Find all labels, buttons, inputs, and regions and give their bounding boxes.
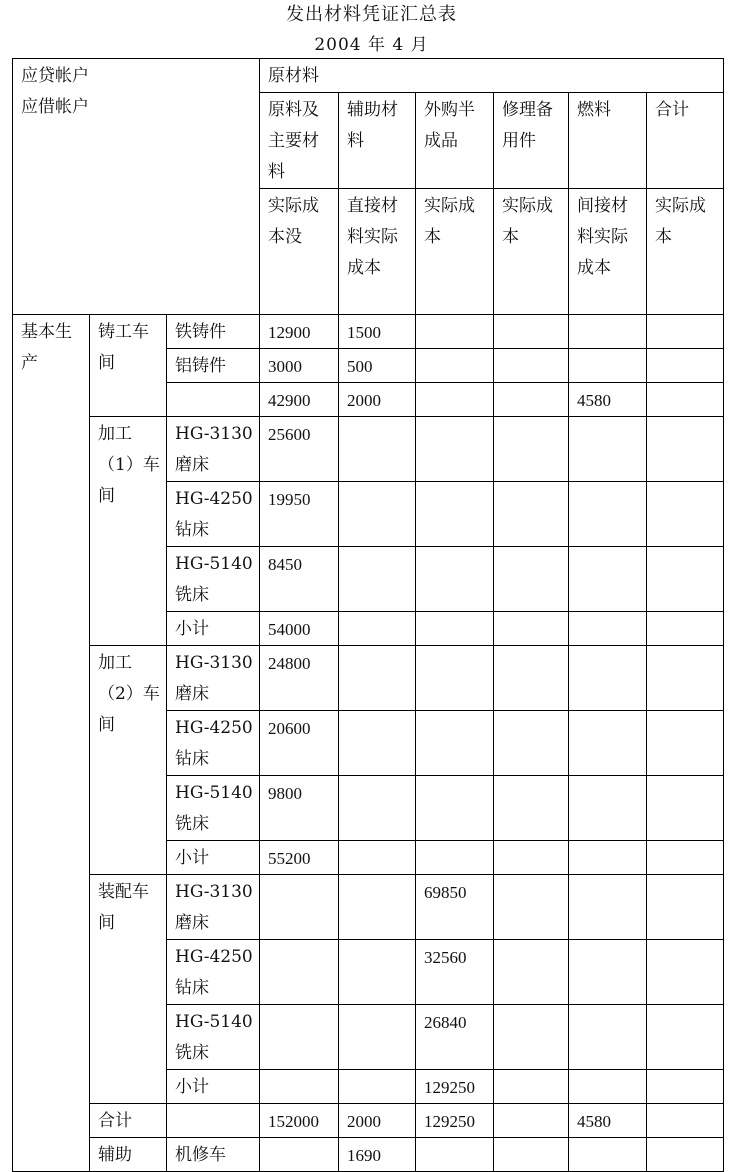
workshop-machining-1: 加工（1）车间: [90, 417, 167, 646]
group-auxiliary: 辅助: [90, 1138, 167, 1172]
col-semi-header: 外购半成品: [416, 93, 494, 189]
col-repair-header: 修理备用件: [494, 93, 569, 189]
semi-cost-cell: [416, 383, 494, 417]
aux-cost-cell: 2000: [339, 383, 416, 417]
table-row: [13, 875, 724, 940]
main-cost-cell: 24800: [260, 646, 339, 711]
header-row-1: [13, 59, 724, 93]
document-period: 2004 年 4 月: [314, 35, 429, 55]
semi-cost-cell: 129250: [416, 1104, 494, 1138]
product-cell: HG-5140铣床: [167, 1005, 260, 1070]
fuel-cost-cell: 4580: [569, 383, 647, 417]
sub-semi-header: 实际成本: [416, 189, 494, 315]
col-total-header: 合计: [647, 93, 724, 189]
main-cost-cell: 12900: [260, 315, 339, 349]
aux-cost-cell: 500: [339, 349, 416, 383]
total-cost-cell: [647, 383, 724, 417]
table-row: [13, 315, 724, 349]
product-cell: HG-4250钻床: [167, 940, 260, 1005]
product-cell: HG-3130磨床: [167, 417, 260, 482]
col-aux-header: 辅助材料: [339, 93, 416, 189]
repair-cost-cell: [494, 1104, 569, 1138]
product-cell: 铝铸件: [167, 349, 260, 383]
credit-account-label: 应贷帐户: [21, 66, 89, 86]
document-title: 发出材料凭证汇总表: [286, 4, 457, 25]
main-cost-cell: 152000: [260, 1104, 339, 1138]
main-cost-cell: 25600: [260, 417, 339, 482]
aux-cost-cell: 2000: [339, 1104, 416, 1138]
col-fuel-header: 燃料: [569, 93, 647, 189]
product-cell: HG-3130磨床: [167, 646, 260, 711]
product-cell: 铁铸件: [167, 315, 260, 349]
subtotal-label: 小计: [167, 1070, 260, 1104]
repair-cost-cell: [494, 349, 569, 383]
workshop-assembly: 装配车间: [90, 875, 167, 1104]
semi-cost-cell: 32560: [416, 940, 494, 1005]
total-label: 合计: [90, 1104, 167, 1138]
repair-cost-cell: [494, 315, 569, 349]
main-cost-cell: 54000: [260, 612, 339, 646]
material-summary-table: [12, 58, 724, 1172]
product-cell: HG-4250钻床: [167, 711, 260, 776]
fuel-cost-cell: [569, 315, 647, 349]
semi-cost-cell: 26840: [416, 1005, 494, 1070]
table-row: [13, 1138, 724, 1172]
total-cost-cell: [647, 1104, 724, 1138]
sub-main-header: 实际成本没: [260, 189, 339, 315]
total-cost-cell: [647, 349, 724, 383]
repair-cost-cell: [494, 383, 569, 417]
aux-cost-cell: 1500: [339, 315, 416, 349]
semi-cost-cell: [416, 315, 494, 349]
product-cell: [167, 383, 260, 417]
table-row: [13, 646, 724, 711]
main-cost-cell: 19950: [260, 482, 339, 547]
sub-aux-header: 直接材料实际成本: [339, 189, 416, 315]
sub-total-header: 实际成本: [647, 189, 724, 315]
product-cell: HG-3130磨床: [167, 875, 260, 940]
semi-cost-cell: 129250: [416, 1070, 494, 1104]
main-cost-cell: 42900: [260, 383, 339, 417]
product-cell: HG-5140铣床: [167, 776, 260, 841]
semi-cost-cell: 69850: [416, 875, 494, 940]
product-cell: HG-4250钻床: [167, 482, 260, 547]
raw-materials-header: 原材料: [260, 59, 724, 93]
sub-fuel-header: 间接材料实际成本: [569, 189, 647, 315]
main-cost-cell: 8450: [260, 547, 339, 612]
subtotal-label: 小计: [167, 612, 260, 646]
product-cell: HG-5140铣床: [167, 547, 260, 612]
main-cost-cell: 1690: [339, 1138, 416, 1172]
total-row: [13, 1104, 724, 1138]
col-main-header: 原料及主要材料: [260, 93, 339, 189]
main-cost-cell: 3000: [260, 349, 339, 383]
workshop-machining-2: 加工（2）车间: [90, 646, 167, 875]
account-header-cell: [13, 59, 260, 315]
main-cost-cell: 9800: [260, 776, 339, 841]
fuel-cost-cell: [569, 349, 647, 383]
table-row: [13, 417, 724, 482]
workshop-repair: 机修车: [167, 1138, 260, 1172]
semi-cost-cell: [416, 349, 494, 383]
fuel-cost-cell: 4580: [569, 1104, 647, 1138]
sub-repair-header: 实际成本: [494, 189, 569, 315]
debit-account-label: 应借帐户: [21, 97, 89, 117]
main-cost-cell: 55200: [260, 841, 339, 875]
group-basic-production: 基本生产: [13, 315, 90, 1172]
total-cost-cell: [647, 315, 724, 349]
main-cost-cell: 20600: [260, 711, 339, 776]
workshop-casting: 铸工车间: [90, 315, 167, 417]
subtotal-label: 小计: [167, 841, 260, 875]
